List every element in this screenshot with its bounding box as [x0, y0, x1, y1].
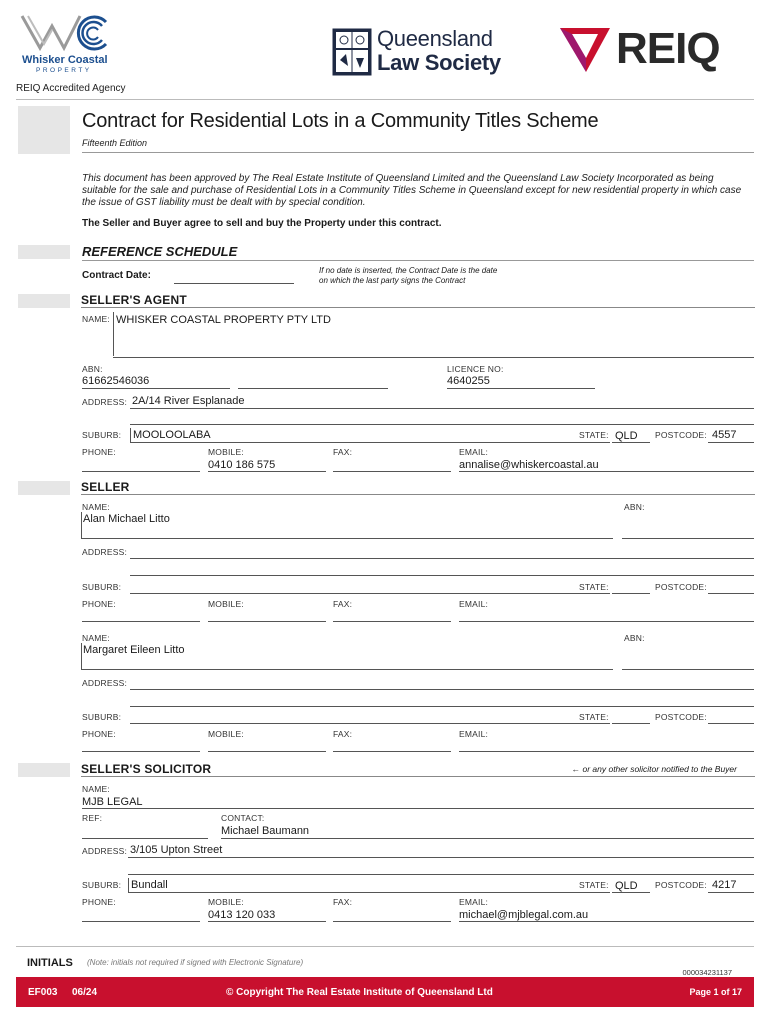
agent-mobile-line [208, 471, 326, 472]
approval-text: This document has been approved by The Real Estate Institute of Queensland Limited and the Queensland Law Society Incorporated as being suitable for the sale and purchase of Residential Lots in a Community Titles Scheme in Queensland except for new residential property in which case the issue of GST liability must be dealt with by special condition. [82, 173, 742, 208]
seller2-postcode-line [708, 723, 754, 724]
seller2-mobile-label: MOBILE: [208, 729, 244, 739]
agent-state-label: STATE: [579, 430, 609, 440]
seller1-suburb-label: SUBURB: [82, 582, 122, 592]
agent-section-header [81, 293, 755, 308]
seller1-state-line [612, 593, 650, 594]
solicitor-suburb-edge [128, 878, 129, 892]
agent-section-title: SELLER'S AGENT [81, 293, 187, 307]
seller1-address-line-2 [130, 575, 754, 576]
contract-date-note-2: on which the last party signs the Contract [319, 276, 466, 285]
solicitor-section-title: SELLER'S SOLICITOR [81, 762, 212, 776]
solicitor-suburb-line [128, 892, 610, 893]
seller2-state-label: STATE: [579, 712, 609, 722]
agent-name-label: NAME: [82, 314, 110, 324]
solicitor-state-label: STATE: [579, 880, 609, 890]
solicitor-phone-label: PHONE: [82, 897, 116, 907]
agent-abn-line [82, 388, 230, 389]
solicitor-email-line [459, 921, 754, 922]
seller1-name-label: NAME: [82, 502, 110, 512]
agent-abn-label: ABN: [82, 364, 103, 374]
solicitor-address-label: ADDRESS: [82, 846, 128, 856]
seller2-name-value[interactable]: Margaret Eileen Litto [83, 644, 185, 656]
seller2-mobile-line [208, 751, 326, 752]
footer-code: EF003 [28, 987, 58, 998]
solicitor-contact-value[interactable]: Michael Baumann [221, 825, 310, 837]
seller1-email-label: EMAIL: [459, 599, 489, 609]
agent-name-underline [113, 357, 754, 358]
whisker-coastal-logo-mark-icon [18, 12, 118, 52]
agent-mobile-label: MOBILE: [208, 447, 244, 457]
agent-email-value[interactable]: annalise@whiskercoastal.au [459, 459, 599, 471]
agent-abn-line-2 [238, 388, 388, 389]
seller2-abn-label: ABN: [624, 633, 645, 643]
seller1-mobile-line [208, 621, 326, 622]
contract-date-label: Contract Date: [82, 270, 151, 281]
solicitor-postcode-line [708, 892, 754, 893]
footer-bar [16, 977, 754, 1007]
contract-date-note-1: If no date is inserted, the Contract Date is the date [319, 266, 498, 275]
qls-logo [332, 26, 532, 78]
seller1-abn-line [622, 538, 754, 539]
seller2-name-line [81, 669, 613, 670]
seller2-phone-line [82, 751, 200, 752]
footer-copyright: © Copyright The Real Estate Institute of Queensland Ltd [226, 987, 493, 998]
seller1-name-line [81, 538, 613, 539]
footer-date: 06/24 [72, 987, 98, 998]
agree-text: The Seller and Buyer agree to sell and buy the Property under this contract. [82, 218, 442, 229]
seller2-suburb-line [130, 723, 610, 724]
agent-licence-label: LICENCE NO: [447, 364, 504, 374]
agent-suburb-line [130, 442, 610, 443]
seller2-fax-label: FAX: [333, 729, 353, 739]
qls-line1: Queensland [377, 26, 493, 51]
agent-fax-line [333, 471, 451, 472]
page-title: Contract for Residential Lots in a Community Titles Scheme [82, 110, 599, 132]
reiq-logo [558, 22, 758, 76]
solicitor-ref-line [82, 838, 208, 839]
solicitor-ref-label: REF: [82, 813, 103, 823]
agent-suburb-edge [130, 428, 131, 442]
title-side-bar [18, 106, 70, 154]
seller2-address-line-2 [130, 706, 754, 707]
edition: Fifteenth Edition [82, 138, 148, 148]
initials-label: INITIALS [27, 957, 73, 969]
solicitor-phone-line [82, 921, 200, 922]
seller1-fax-line [333, 621, 451, 622]
solicitor-suburb-label: SUBURB: [82, 880, 122, 890]
agent-address-line-2 [130, 424, 754, 425]
accredited-agency: REIQ Accredited Agency [16, 83, 126, 94]
agent-state-line [612, 442, 650, 443]
agent-suburb-value[interactable]: MOOLOOLABA [133, 429, 211, 441]
solicitor-email-value[interactable]: michael@mjblegal.com.au [459, 909, 589, 921]
solicitor-suburb-value[interactable]: Bundall [131, 879, 168, 891]
agent-address-label: ADDRESS: [82, 397, 128, 407]
agent-phone-label: PHONE: [82, 447, 116, 457]
agent-email-line [459, 471, 754, 472]
solicitor-contact-line [221, 838, 754, 839]
seller2-name-label: NAME: [82, 633, 110, 643]
solicitor-state-value[interactable]: QLD [615, 880, 638, 892]
solicitor-side-bar [18, 763, 70, 777]
seller-section-title: SELLER [81, 480, 130, 494]
seller2-state-line [612, 723, 650, 724]
agent-fax-label: FAX: [333, 447, 353, 457]
qls-crest-icon [332, 28, 372, 76]
seller-side-bar [18, 481, 70, 495]
solicitor-section-header [81, 762, 755, 777]
whisker-coastal-logo [18, 12, 118, 78]
solicitor-address-line [128, 857, 754, 858]
seller2-name-edge [81, 643, 82, 669]
agent-state-value[interactable]: QLD [615, 430, 638, 442]
seller1-email-line [459, 621, 754, 622]
agent-name-value[interactable]: WHISKER COASTAL PROPERTY PTY LTD [116, 314, 331, 326]
agent-licence-line [447, 388, 595, 389]
seller2-abn-line [622, 669, 754, 670]
footer-page: Page 1 of 17 [689, 987, 742, 997]
solicitor-state-line [612, 892, 650, 893]
seller1-name-value[interactable]: Alan Michael Litto [83, 513, 170, 525]
seller1-state-label: STATE: [579, 582, 609, 592]
agent-postcode-line [708, 442, 754, 443]
solicitor-mobile-value[interactable]: 0413 120 033 [208, 909, 276, 921]
solicitor-mobile-label: MOBILE: [208, 897, 244, 907]
whisker-logo-sub: PROPERTY [36, 67, 92, 74]
solicitor-address-line-2 [128, 874, 754, 875]
seller2-postcode-label: POSTCODE: [655, 712, 707, 722]
seller1-fax-label: FAX: [333, 599, 353, 609]
seller1-name-edge [81, 512, 82, 538]
doc-number: 000034231137 [682, 968, 732, 977]
seller2-fax-line [333, 751, 451, 752]
seller2-address-label: ADDRESS: [82, 678, 128, 688]
contract-date-field[interactable] [174, 283, 294, 284]
seller1-mobile-label: MOBILE: [208, 599, 244, 609]
seller2-email-line [459, 751, 754, 752]
whisker-logo-text: Whisker Coastal [22, 54, 108, 66]
seller1-postcode-line [708, 593, 754, 594]
agent-postcode-value[interactable]: 4557 [712, 429, 737, 441]
seller-section-header [81, 480, 755, 495]
agent-address-value[interactable]: 2A/14 River Esplanade [132, 395, 245, 407]
seller1-address-label: ADDRESS: [82, 547, 128, 557]
solicitor-name-line [82, 808, 754, 809]
reiq-logo-text: REIQ [616, 24, 720, 73]
seller2-address-line [130, 689, 754, 690]
seller2-suburb-label: SUBURB: [82, 712, 122, 722]
seller2-phone-label: PHONE: [82, 729, 116, 739]
solicitor-mobile-line [208, 921, 326, 922]
agent-side-bar [18, 294, 70, 308]
solicitor-address-value[interactable]: 3/105 Upton Street [130, 844, 223, 856]
agent-name-box-edge [113, 312, 114, 356]
solicitor-note: ← or any other solicitor notified to the Buyer [571, 764, 737, 774]
initials-note: (Note: initials not required if signed with Electronic Signature) [87, 958, 304, 967]
agent-postcode-label: POSTCODE: [655, 430, 707, 440]
solicitor-email-label: EMAIL: [459, 897, 489, 907]
agent-suburb-label: SUBURB: [82, 430, 122, 440]
seller1-abn-label: ABN: [624, 502, 645, 512]
agent-licence-value[interactable]: 4640255 [447, 375, 490, 387]
solicitor-name-label: NAME: [82, 784, 110, 794]
seller1-suburb-line [130, 593, 610, 594]
solicitor-fax-line [333, 921, 451, 922]
seller2-email-label: EMAIL: [459, 729, 489, 739]
qls-line2: Law Society [377, 50, 501, 75]
seller1-phone-label: PHONE: [82, 599, 116, 609]
seller1-postcode-label: POSTCODE: [655, 582, 707, 592]
agent-email-label: EMAIL: [459, 447, 489, 457]
agent-mobile-value[interactable]: 0410 186 575 [208, 459, 276, 471]
reiq-mark-icon [558, 22, 612, 76]
seller1-address-line [130, 558, 754, 559]
solicitor-postcode-label: POSTCODE: [655, 880, 707, 890]
agent-address-line [130, 408, 754, 409]
solicitor-fax-label: FAX: [333, 897, 353, 907]
solicitor-name-value[interactable]: MJB LEGAL [82, 796, 143, 808]
agent-phone-line [82, 471, 200, 472]
seller1-phone-line [82, 621, 200, 622]
solicitor-postcode-value[interactable]: 4217 [712, 879, 737, 891]
reference-title: REFERENCE SCHEDULE [82, 244, 238, 259]
reference-side-bar [18, 245, 70, 259]
agent-abn-value[interactable]: 61662546036 [82, 375, 150, 387]
solicitor-contact-label: CONTACT: [221, 813, 265, 823]
